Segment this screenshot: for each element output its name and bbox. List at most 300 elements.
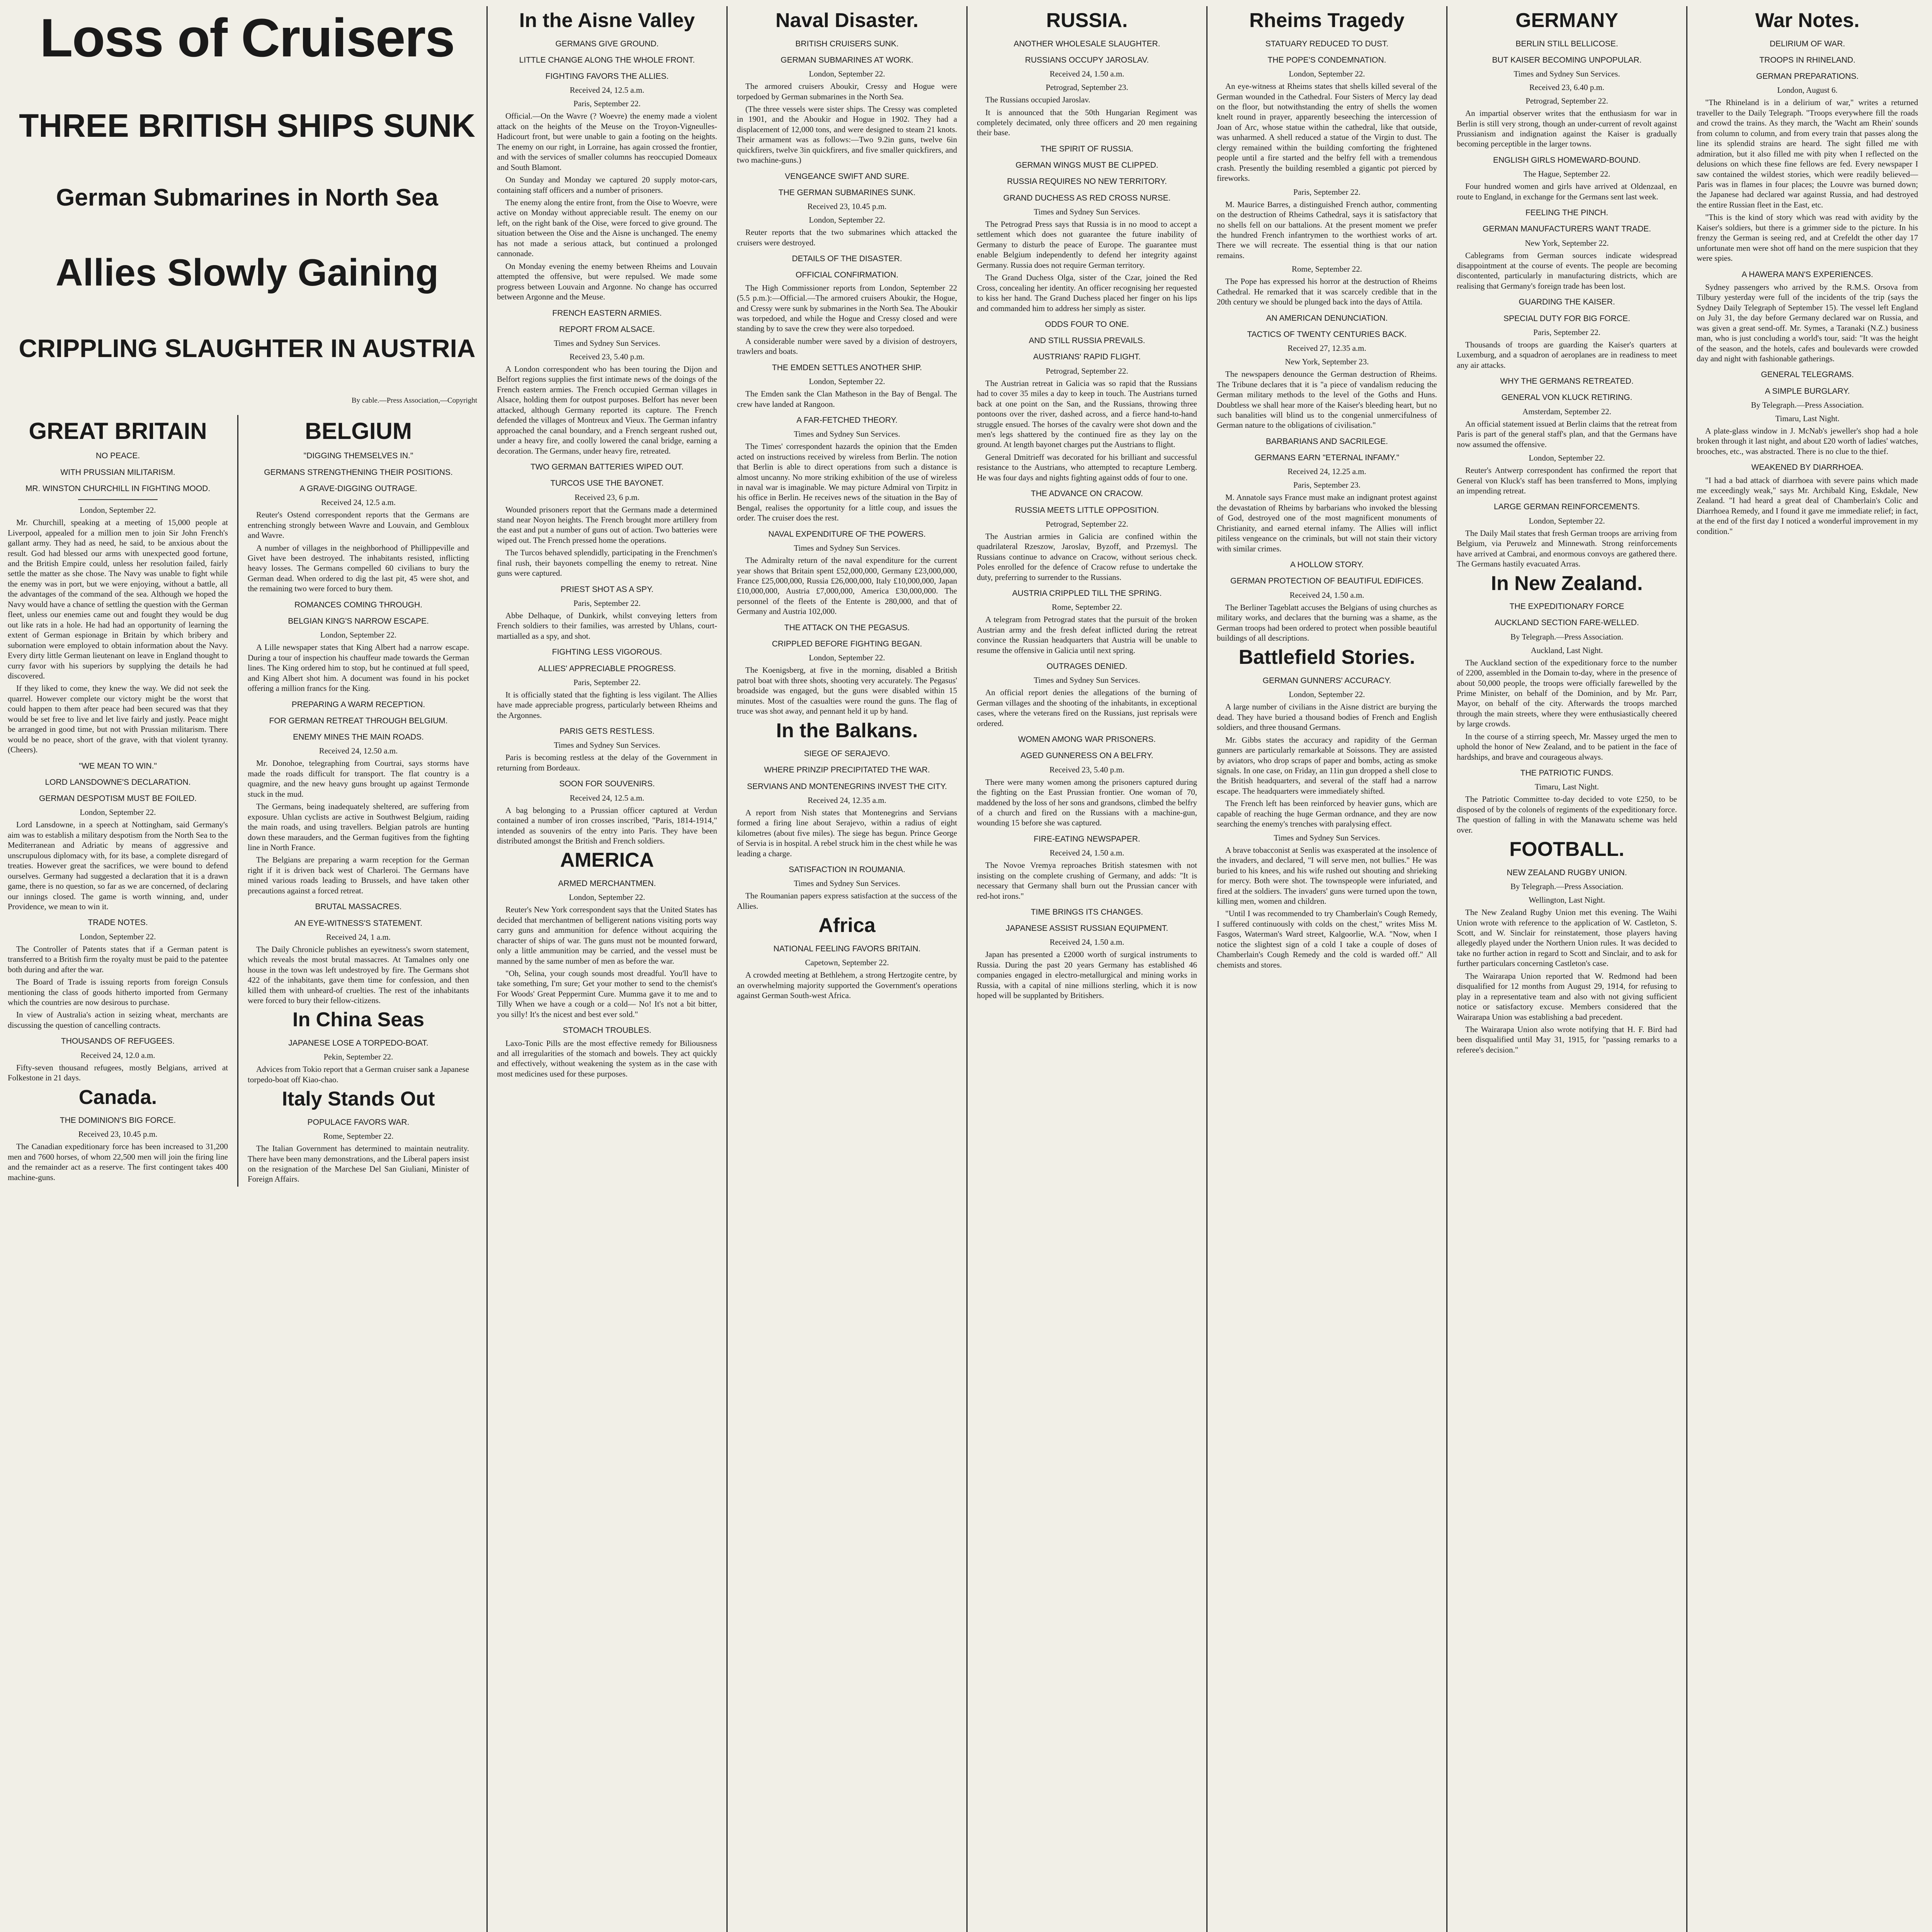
- paragraph: The Canadian expeditionary force has been increased to 31,200 men and 7600 horses, of whom 22,500 men will join the firing line and the remainder act as a reserve. The first contingent takes 400 machine-guns.: [8, 1142, 228, 1182]
- subheading: FRENCH EASTERN ARMIES.: [552, 308, 662, 318]
- paragraph: The Daily Chronicle publishes an eyewitness's sworn statement, which reveals the most brutal massacres. At Tamalnes only one house in the town was left undestroyed by fire. The Germans shot 422 of the inhabitants, gave them time for confession, and then killed them with unheard-of cruelties. The rest of the inhabitants were forced to bury their fellow-citizens.: [248, 944, 469, 1005]
- dateline: Times and Sydney Sun Services.: [794, 429, 900, 439]
- subheading: DELIRIUM OF WAR.: [1769, 39, 1845, 48]
- paragraph: Four hundred women and girls have arrived at Oldenzaal, en route to England, in exchange for the Germans sent last week.: [1457, 182, 1677, 201]
- subheading: SERVIANS AND MONTENEGRINS INVEST THE CITY.: [747, 782, 947, 791]
- subheading: NAVAL EXPENDITURE OF THE POWERS.: [768, 529, 926, 539]
- subheading: WEAKENED BY DIARRHOEA.: [1751, 463, 1864, 472]
- section-heading: In the Balkans.: [776, 719, 918, 742]
- article-body: [977, 777, 1197, 828]
- paragraph: A telegram from Petrograd states that the pursuit of the broken Austrian army and the fresh defeat inflicted during the retreat convince the Russian headquarters that Austria will be unable to resume the offensive in Galicia until next spring.: [977, 615, 1197, 655]
- paragraph: A crowded meeting at Bethlehem, a strong Hertzogite centre, by an overwhelming majority supported the Government's operations against German South-west Africa.: [737, 970, 957, 1000]
- section-heading: RUSSIA.: [1046, 9, 1128, 32]
- headline-submarines: German Submarines in North Sea: [56, 184, 438, 211]
- section-heading: War Notes.: [1755, 9, 1860, 32]
- article-body: [497, 111, 717, 302]
- subheading: FIGHTING FAVORS THE ALLIES.: [545, 72, 669, 81]
- paragraph: Sydney passengers who arrived by the R.M.S. Orsova from Tilbury yesterday were full of the incidents of the trip (says the Sydney Daily Telegraph of September 15). The vessel left England on July 31, the day before Germany declared war on Russia, and was given a great send-off. Mr. Symes, a Taranaki (N.Z.) business man, who is just concluding a world's tour, said: "It was the height of the season, and the hotels, cafes and boulevards were crowded day and night with fashionable gatherings.: [1697, 282, 1918, 364]
- dateline: Received 23, 6.40 p.m.: [1529, 83, 1605, 92]
- subheading: TIME BRINGS ITS CHANGES.: [1031, 907, 1143, 917]
- article-body: [977, 614, 1197, 655]
- paragraph: The Wairarapa Union reported that W. Redmond had been disqualified for 12 months from August 29, 1914, for refusing to play in a representative team and also with not giving sufficient notice or satisfactory excuse. Members considered that the Wairarapa Union was establishing a bad precedent.: [1457, 971, 1677, 1022]
- article-body: [248, 510, 469, 594]
- subheading: THE ATTACK ON THE PEGASUS.: [784, 623, 910, 632]
- subheading: GENERAL TELEGRAMS.: [1761, 370, 1854, 379]
- article-body: [737, 441, 957, 523]
- article-body: [737, 389, 957, 409]
- paragraph: The Emden sank the Clan Matheson in the Bay of Bengal. The crew have landed at Rangoon.: [737, 389, 957, 409]
- subheading: TWO GERMAN BATTERIES WIPED OUT.: [530, 463, 684, 472]
- article-body: [497, 752, 717, 773]
- dateline: The Hague, September 22.: [1523, 169, 1611, 179]
- subheading: WOMEN AMONG WAR PRISONERS.: [1018, 735, 1156, 744]
- dateline: Wellington, Last Night.: [1529, 895, 1605, 905]
- dateline: London, August 6.: [1777, 85, 1838, 95]
- article-body: [248, 642, 469, 693]
- article-body: [977, 860, 1197, 901]
- section-heading: Canada.: [78, 1086, 157, 1109]
- subheading: WHERE PRINZIP PRECIPITATED THE WAR.: [764, 765, 930, 775]
- dateline: London, September 22.: [1529, 453, 1605, 463]
- section-heading: Italy Stands Out: [282, 1088, 435, 1111]
- article-body: [1697, 426, 1918, 456]
- subheading: BRUTAL MASSACRES.: [315, 902, 402, 912]
- paragraph: The High Commissioner reports from London, September 22 (5.5 p.m.):—Official.—The armored cruisers Aboukir, the Hogue, and Cressy were sunk by submarines in the North Sea. The Aboukir was torpedoed, and while the Hogue and Cressy closed and were standing by to save the crew they were also torpedoed.: [737, 283, 957, 333]
- dateline: Paris, September 22.: [1533, 327, 1600, 337]
- dateline: Times and Sydney Sun Services.: [1034, 207, 1140, 216]
- article-body: [1217, 702, 1437, 829]
- subheading: MR. WINSTON CHURCHILL IN FIGHTING MOOD.: [25, 484, 211, 493]
- article-body: [977, 219, 1197, 313]
- dateline: Timaru, Last Night.: [1775, 413, 1840, 423]
- subheading: WHY THE GERMANS RETREATED.: [1500, 377, 1634, 386]
- dateline: Received 24, 12.35 a.m.: [808, 795, 886, 805]
- subheading: FIRE-EATING NEWSPAPER.: [1034, 834, 1140, 844]
- subheading: OFFICIAL CONFIRMATION.: [796, 270, 898, 280]
- article-body: [248, 944, 469, 1006]
- article-body: [1457, 419, 1677, 449]
- subheading: GERMAN SUBMARINES AT WORK.: [781, 55, 913, 65]
- article-body: [737, 81, 957, 165]
- paragraph: Cablegrams from German sources indicate widespread disappointment at the course of events. The people are becoming discontented, particularly in manufacturing districts, which are realising that Germany's foreign trade has been lost.: [1457, 250, 1677, 291]
- dateline: Paris, September 22.: [573, 99, 641, 109]
- subheading: GERMAN DESPOTISM MUST BE FOILED.: [39, 794, 197, 803]
- paragraph: The Board of Trade is issuing reports from foreign Consuls mentioning the class of goods hitherto imported from Germany which the countries are now desirous to purchase.: [8, 977, 228, 1007]
- article-body: [1217, 199, 1437, 261]
- subheading: FOR GERMAN RETREAT THROUGH BELGIUM.: [269, 716, 448, 725]
- paragraph: The Koenigsberg, at five in the morning, disabled a British patrol boat with three shots, shooting very accurately. The Pegasus' broadside was engaged, but the guns were disabled within 15 minutes. Most of the casualties were round the guns. The flag of truce was shot away, and pennant held it up by hand.: [737, 665, 957, 716]
- dateline: Times and Sydney Sun Services.: [554, 740, 660, 750]
- dateline: Times and Sydney Sun Services.: [554, 338, 660, 348]
- dateline: Timaru, Last Night.: [1534, 782, 1599, 792]
- subheading: ALLIES' APPRECIABLE PROGRESS.: [538, 664, 676, 673]
- paragraph: On Sunday and Monday we captured 20 supply motor-cars, containing staff officers and a number of prisoners.: [497, 175, 717, 195]
- dateline: Petrograd, September 22.: [1046, 519, 1128, 529]
- subheading: TRADE NOTES.: [88, 918, 148, 927]
- paragraph: Japan has presented a £2000 worth of surgical instruments to Russia. During the past 20 years Germany has established 46 companies engaged in electro-metallurgical and mining works in Russia, with a capital of nine millions sterling, which it is now hoped will be supplanted by Britishers.: [977, 950, 1197, 1000]
- paragraph: The newspapers denounce the German destruction of Rheims. The Tribune declares that it is "a piece of vandalism reducing the German military methods to the level of the Goths and Huns. Doubtless we shall hear more of the Kaiser's bleeding heart, but no such banalities will blind us to the congenial unmercifulness of German nature to the obligations of civilisation.": [1217, 369, 1437, 430]
- dateline: Paris, September 22.: [1293, 187, 1361, 197]
- article-body: [497, 611, 717, 641]
- subheading: NEW ZEALAND RUGBY UNION.: [1507, 868, 1627, 877]
- subheading: BRITISH CRUISERS SUNK.: [795, 39, 899, 48]
- paragraph: The Pope has expressed his horror at the destruction of Rheims Cathedral. He remarked that it was scarcely credible that in the 20th century we should be plunged back into the days of Attila.: [1217, 277, 1437, 307]
- section-heading: AMERICA: [560, 849, 654, 872]
- dateline: Capetown, September 22.: [805, 958, 889, 968]
- subheading: TROOPS IN RHINELAND.: [1759, 55, 1855, 65]
- article-body: [1217, 492, 1437, 554]
- paragraph: Reuter reports that the two submarines which attacked the cruisers were destroyed.: [737, 228, 957, 247]
- paragraph: Mr. Donohoe, telegraphing from Courtrai, says storms have made the roads difficult for transport. The flat country is a quagmire, and the new heavy guns brought up against Termonde stuck in the mud.: [248, 759, 469, 799]
- dateline: London, September 22.: [80, 932, 156, 941]
- subheading: BERLIN STILL BELLICOSE.: [1515, 39, 1618, 48]
- paragraph: The Germans, being inadequately sheltered, are suffering from exposure. Uhlan cyclists are active in Southwest Belgium, raiding the main roads, and using travellers. Belgian patrols are hunting down these marauders, and the German fugitives from the fighting line in North France.: [248, 802, 469, 852]
- dateline: Paris, September 22.: [573, 677, 641, 687]
- article-body: [737, 970, 957, 1000]
- article-body: [1217, 369, 1437, 430]
- dateline: Received 24, 12.5 a.m.: [570, 85, 645, 95]
- article-body: [1457, 250, 1677, 291]
- dateline: Petrograd, September 23.: [1046, 83, 1128, 92]
- paragraph: (The three vessels were sister ships. The Cressy was completed in 1901, and the Aboukir and Hogue in 1902. They had a displacement of 12,000 tons, and were designed to steam 21 knots. Their armament was as follows:—Two 9.2in guns, twelve 6in quickfirers, twelve 3in quickfirers, and five smaller quickfirers, and two machine-guns.): [737, 104, 957, 165]
- divider: [78, 499, 157, 500]
- subheading: GERMAN PROTECTION OF BEAUTIFUL EDIFICES.: [1230, 577, 1423, 586]
- dateline: Times and Sydney Sun Services.: [1034, 675, 1140, 685]
- dateline: London, September 22.: [80, 505, 156, 515]
- dateline: London, September 22.: [809, 377, 885, 386]
- paragraph: "The Rhineland is in a delirium of war," writes a returned traveller to the Daily Telegraph. "Troops everywhere fill the roads and crowd the trains. As they march, the 'Wacht am Rhein' sounds from column to column, and from every train that passes along the line its splendid strains are heard. The sight filled me with admiration, but it also filled me with pity when I reflected on the delusions on which these fine fellows are fed. Every newspaper I saw contained the wildest stories, which were readily believed—Paris was in flames in four places; the Louvre was burned down; the Japanese had declared war against Russia, and had destroyed the entire Russian fleet in the East, etc.: [1697, 98, 1918, 209]
- paragraph: Official.—On the Wavre (? Woevre) the enemy made a violent attack on the heights of the Meuse on the Troyon-Vigneulles-Hadicourt front, but were unable to gain a footing on the heights. The enemy on our right, in Lorraine, has again crossed the frontier, and with the services of smaller columns has reoccupied Domeaux and South Blamont.: [497, 111, 717, 172]
- paragraph: Fifty-seven thousand refugees, mostly Belgians, arrived at Folkestone in 21 days.: [8, 1063, 228, 1083]
- subheading: SATISFACTION IN ROUMANIA.: [789, 865, 905, 874]
- subheading: THE GERMAN SUBMARINES SUNK.: [778, 188, 916, 197]
- article-body: [8, 517, 228, 755]
- column-war-notes: [1687, 6, 1927, 1932]
- subheading: THE DOMINION'S BIG FORCE.: [60, 1116, 176, 1125]
- byline: By cable.—Press Association,—Copyright: [351, 396, 477, 405]
- advertisement-text: Laxo-Tonic Pills are the most effective remedy for Biliousness and all irregularities of the stomach and bowels. They act quickly and effectively, without weakening the system as in the case with most medicines used for these purposes.: [497, 1038, 717, 1078]
- headline-austria: CRIPPLING SLAUGHTER IN AUSTRIA: [19, 334, 476, 363]
- subheading: AUSTRIA CRIPPLED TILL THE SPRING.: [1012, 589, 1162, 598]
- paragraph: An impartial observer writes that the enthusiasm for war in Berlin is still very strong, though an under-current of revolt against Prussianism and indignation against the Kaiser is gradually becoming perceptible in the larger towns.: [1457, 109, 1677, 149]
- dateline: By Telegraph.—Press Association.: [1751, 400, 1864, 410]
- dateline: Rome, September 22.: [1292, 264, 1362, 274]
- article-body: [737, 227, 957, 248]
- subheading: THE SPIRIT OF RUSSIA.: [1041, 144, 1133, 153]
- paragraph: An eye-witness at Rheims states that shells killed several of the German wounded in the Cathedral. Four Sisters of Mercy lay dead on the floor, but notwithstanding the entry of shells the women knelt round in prayer, apparently beseeching the intercession of Joan of Arc, whose statue within the cathedral, like that outside, was unharmed. A shell reduced a statue of the Virgin to dust. The clergy remained within the building comforting the frightened people until a fire started and the belfry fell with a tremendous crash. Presently the building resembled a gigantic pot pierced by fireworks.: [1217, 82, 1437, 183]
- subheading: REPORT FROM ALSACE.: [559, 325, 655, 334]
- paragraph: The Grand Duchess Olga, sister of the Czar, joined the Red Cross, concealing her identity. An officer recognising her requested to kiss her hand. The Grand Duchess placed her finger on his lips and commanded him to address her simply as sister.: [977, 273, 1197, 313]
- subheading: TURCOS USE THE BAYONET.: [550, 479, 664, 488]
- subheading: GERMANS GIVE GROUND.: [555, 39, 659, 48]
- column-russia: [968, 6, 1208, 1932]
- subheading: GERMAN MANUFACTURERS WANT TRADE.: [1483, 224, 1651, 234]
- article-body: [1457, 528, 1677, 569]
- advertisement-text: "I had a bad attack of diarrhoea with severe pains which made me exceedingly weak," says Mr. Archibald King, Eskdale, New Zealand. "I had heard a great deal of Chamberlain's Colic and Diarrhoea Remedy, and I found it gave me immediate relief; in fact, at the end of the first day I noticed a wonderful improvement in my condition.": [1697, 475, 1918, 536]
- subheading: GERMANS STRENGTHENING THEIR POSITIONS.: [264, 468, 453, 477]
- subheading: OUTRAGES DENIED.: [1046, 662, 1128, 671]
- dateline: Received 24, 12.50 a.m.: [319, 746, 398, 756]
- headline-ships-sunk: THREE BRITISH SHIPS SUNK: [19, 107, 475, 144]
- paragraph: The Berliner Tageblatt accuses the Belgians of using churches as military works, and declares that the burning was a shame, as the German troops had been ordered to protect when possible beautiful buildings of all descriptions.: [1217, 602, 1437, 643]
- subheading: PRIEST SHOT AS A SPY.: [560, 585, 654, 594]
- paragraph: The French left has been reinforced by heavier guns, which are capable of reaching the huge German ordnance, and they are now searching the enemy's trenches with paralysing effect.: [1217, 799, 1437, 829]
- subheading: A GRAVE-DIGGING OUTRAGE.: [299, 484, 417, 493]
- dateline: Received 23, 5.40 p.m.: [569, 352, 645, 361]
- section-heading: BELGIUM: [305, 418, 412, 444]
- subheading: LARGE GERMAN REINFORCEMENTS.: [1493, 502, 1640, 512]
- column-rheims: [1208, 6, 1447, 1932]
- subheading: SIEGE OF SERAJEVO.: [804, 749, 890, 759]
- subheading: AND STILL RUSSIA PREVAILS.: [1029, 336, 1145, 345]
- paragraph: A Lille newspaper states that King Albert had a narrow escape. During a tour of inspection his chauffeur made towards the German lines. The King ordered him to stop, but he continued at full speed, and King Albert shot him. A document was found in his pocket offering a million francs for the King.: [248, 643, 469, 693]
- subheading: THOUSANDS OF REFUGEES.: [61, 1037, 175, 1046]
- dateline: Times and Sydney Sun Services.: [1274, 833, 1380, 842]
- paragraph: The Austrian armies in Galicia are confined within the quadrilateral Rzeszow, Jaroslav, Byzoff, and Przemysl. The Russians continue to advance on Cracow, without serious check. Poles enrolled for the defence of Cracow refuse to undertake the duty, preferring to surrender to the Russians.: [977, 531, 1197, 582]
- article-body: [977, 949, 1197, 1000]
- dateline: Petrograd, September 22.: [1046, 366, 1128, 376]
- section-heading: Africa: [818, 914, 876, 937]
- paragraph: On Monday evening the enemy between Rheims and Louvain attempted the offensive, but were repulsed. We made some progress between Louvain and Argonne. No change has occurred between Argonne and the Meuse.: [497, 261, 717, 302]
- paragraph: Lord Lansdowne, in a speech at Nottingham, said Germany's aim was to establish a military despotism from the North Sea to the Mediterranean and Adriatic by means of aggressive and unscrupulous diplomacy with, for its base, a complete disregard of treaties. However great the sacrifices, we were bound to defend ourselves. Germany had suggested a declaration that it is a drawn game, there is no question, so far as we are concerned, of declaring our innings closed. The game is worth winning, and, under Providence, we mean to win it.: [8, 820, 228, 912]
- paragraph: The Admiralty return of the naval expenditure for the current year shows that Britain spent £52,000,000, Germany £23,000,000, France £25,000,000, Russia £26,000,000, Italy £10,000,000, Japan £10,000,000, Austria £7,000,000, America £30,000,000. The personnel of the fleets of the Entente is 280,000, and that of Germany and Austria 102,000.: [737, 556, 957, 616]
- paragraph: If they liked to come, they knew the way. We did not seek the quarrel. However complete our victory might be the worst that could happen to them after peace had been secured was that they would be set free to live and let live fairly and justly. Peace might be arranged in good time, but not with Prussian militarism. There would be no peace, short of the grave, with that violent tyranny. (Cheers).: [8, 684, 228, 755]
- subheading: NATIONAL FEELING FAVORS BRITAIN.: [773, 944, 921, 953]
- article-body: [497, 690, 717, 720]
- article-body: [497, 1038, 717, 1079]
- paragraph: A report from Nish states that Montenegrins and Servians formed a firing line about Serajevo, within a radius of eight kilometres (about five miles). The siege has begun. Prince George of Servia is in hospital. A rebel struck him in the chest while he was leading a charge.: [737, 808, 957, 858]
- dateline: Received 24, 1.50 a.m.: [1049, 69, 1124, 79]
- article-body: [1697, 475, 1918, 537]
- paragraph: The Roumanian papers express satisfaction at the success of the Allies.: [737, 891, 957, 911]
- article-body: [977, 687, 1197, 728]
- dateline: London, September 22.: [809, 653, 885, 663]
- subheading: A FAR-FETCHED THEORY.: [796, 415, 898, 425]
- article-body: [497, 805, 717, 846]
- section-heading: FOOTBALL.: [1509, 838, 1624, 861]
- article-body: [8, 820, 228, 912]
- paragraph: A number of villages in the neighborhood of Phillippeville and Givet have been destroyed. The inhabitants resisted, inflicting heavy losses. The Germans compelled 60 civilians to bury the German dead. When ordered to dig the last pit, 45 were shot, and the remaining two were forced to bury them.: [248, 543, 469, 594]
- dateline: Received 23, 10.45 p.m.: [78, 1129, 158, 1139]
- dateline: Received 24, 12.5 a.m.: [570, 793, 645, 803]
- subheading: TACTICS OF TWENTY CENTURIES BACK.: [1247, 330, 1407, 339]
- article-body: [977, 95, 1197, 138]
- paragraph: The Belgians are preparing a warm reception for the German right if it is driven back west of Charleroi. The Germans have mined various roads leading to Brussels, and have taken other precautions against a forced retreat.: [248, 855, 469, 895]
- paragraph: An official report denies the allegations of the burning of German villages and the shooting of the inhabitants, in exceptional cases, where the veterans fired on the Russians, just reprisals were ordered.: [977, 688, 1197, 728]
- paragraph: The Controller of Patents states that if a German patent is transferred to a British firm the royalty must be paid to the patentee both during and after the war.: [8, 944, 228, 974]
- dateline: Paris, September 23.: [1293, 480, 1361, 490]
- subheading: AN AMERICAN DENUNCIATION.: [1266, 313, 1388, 323]
- dateline: London, September 22.: [809, 69, 885, 79]
- article-body: [497, 905, 717, 1019]
- paragraph: It is announced that the 50th Hungarian Regiment was completely decimated, only three officers and 20 men regaining their base.: [977, 107, 1197, 138]
- section-heading: In China Seas: [293, 1009, 424, 1031]
- subheading: SOON FOR SOUVENIRS.: [559, 779, 655, 789]
- subheading: WITH PRUSSIAN MILITARISM.: [60, 468, 175, 477]
- section-heading: Rheims Tragedy: [1249, 9, 1405, 32]
- paragraph: Mr. Churchill, speaking at a meeting of 15,000 people at Liverpool, appealed for a million men to join Sir John French's gallant army. They had as need, he said, to be anxious about the result. God had blessed our arms with unexpected good fortune, and the British Empire could, unless her resolution failed, fairly settle the matter as she chose. The Navy was unable to fight while the enemy was in port, but we were enjoying, without a battle, all the advantages of the command of the sea. Although we hoped the Navy would have a chance of settling the question with the German fleet, unless our enemies came out and fought they would be dug out like rats in a hole. He had had an opportunity of learning the extent of German espionage in Britain by which bribery and subornation were employed to obtain information about the Navy. Every dirty little German lieutenant on leave in England thought to curry favor with his superiors by supplying the details he had discovered.: [8, 518, 228, 681]
- paragraph: The Russians occupied Jaroslav.: [985, 95, 1090, 105]
- paragraph: Thousands of troops are guarding the Kaiser's quarters at Luxemburg, and a squadron of aeroplanes are in readiness to meet any air attacks.: [1457, 340, 1677, 370]
- subheading: THE EMDEN SETTLES ANOTHER SHIP.: [772, 363, 922, 372]
- paragraph: The Patriotic Committee to-day decided to vote £250, to be disposed of by the colonels of regiments of the expeditionary force. The question of falling in with the Manawatu scheme was held over.: [1457, 794, 1677, 835]
- subheading: AUCKLAND SECTION FARE-WELLED.: [1495, 618, 1639, 628]
- paragraph: A large number of civilians in the Aisne district are burying the dead. They have buried a thousand bodies of French and English soldiers, and three thousand Germans.: [1217, 702, 1437, 732]
- subheading: DETAILS OF THE DISASTER.: [792, 254, 902, 264]
- subheading: ANOTHER WHOLESALE SLAUGHTER.: [1014, 39, 1160, 48]
- dateline: London, September 22.: [1529, 516, 1605, 526]
- column-great-britain: [8, 415, 238, 1186]
- section-heading: GREAT BRITAIN: [29, 418, 207, 444]
- subheading: RUSSIA REQUIRES NO NEW TERRITORY.: [1007, 177, 1167, 186]
- paragraph: The New Zealand Rugby Union met this evening. The Waihi Union wrote with reference to the application of W. Castleton, S. Scott, and W. Sinclair for reinstatement, those players having allegedly played under the Northern Union rules. It was decided to take no further action in regard to Scott and Sinclair, and to ask for further particulars concerning Castleton's case.: [1457, 908, 1677, 968]
- paragraph: In the course of a stirring speech, Mr. Massey urged the men to uphold the honor of New Zealand, and to be patient in the face of hardships, and brave and courageous always.: [1457, 731, 1677, 762]
- dateline: New York, September 22.: [1525, 238, 1609, 248]
- subheading: PREPARING A WARM RECEPTION.: [291, 700, 425, 709]
- article-body: [1217, 602, 1437, 643]
- article-body: [1457, 907, 1677, 1055]
- headline-allies: Allies Slowly Gaining: [55, 251, 439, 294]
- paragraph: A brave tobacconist at Senlis was exasperated at the insolence of the invaders, and declared, "I will serve men, not bullies." He was buried to his knees, and his wife rushed out shouting and shrieking for mercy. Both were shot. The townspeople were infuriated, and fired at the soldiers. The invaders' guns were turned upon the town, killing men, women and children.: [1217, 845, 1437, 906]
- dateline: Received 24, 12.5 a.m.: [321, 498, 396, 507]
- section-heading: Naval Disaster.: [775, 9, 919, 32]
- paragraph: Reuter's New York correspondent says that the United States has decided that merchantmen of belligerent nations visiting ports way carry guns and ammunition for defence without acquiring the character of ships of war. The guns must not be mounted forward, only a little ammunition may be carried, and the vessel must be manned by the same number of men as before the war.: [497, 905, 717, 966]
- subheading: FIGHTING LESS VIGOROUS.: [552, 648, 662, 657]
- paragraph: General Dmitrieff was decorated for his brilliant and successful resistance to the Austrians, who attempted to recapture Lemberg. He was four days and nights fighting against odds of four to one.: [977, 452, 1197, 482]
- subheading: AN EYE-WITNESS'S STATEMENT.: [294, 918, 423, 928]
- subheading: GERMANS EARN "ETERNAL INFAMY.": [1254, 453, 1400, 463]
- paragraph: The armored cruisers Aboukir, Cressy and Hogue were torpedoed by German submarines in the North Sea.: [737, 82, 957, 101]
- dateline: Rome, September 22.: [1052, 602, 1122, 612]
- dateline: Received 24, 1.50 a.m.: [1289, 590, 1364, 600]
- dateline: London, September 22.: [569, 893, 645, 902]
- dateline: Received 24, 12.25 a.m.: [1287, 467, 1366, 476]
- dateline: By Telegraph.—Press Association.: [1510, 882, 1624, 891]
- subheading: JAPANESE ASSIST RUSSIAN EQUIPMENT.: [1005, 924, 1168, 933]
- advertisement-text: "Until I was recommended to try Chamberlain's Cough Remedy, I suffered continuously with colds on the chest," writes Miss M. Fasgos, Waterman's Ward street, Kalgoorlie, W.A. "Now, when I notice the slightest sign of a cold I take a couple of doses of Chamberlain's Cough Remedy and the cold is warded off." All chemists and stores.: [1217, 909, 1437, 969]
- dateline: By Telegraph.—Press Association.: [1510, 632, 1624, 641]
- dateline: Received 24, 1.50 a.m.: [1049, 848, 1124, 858]
- paragraph: The Auckland section of the expeditionary force to the number of 2200, assembled in the Domain to-day, where in the presence of about 50,000 people, the troops were officially farewelled by the Prime Minister, on behalf of the Dominion, and by Mr. Parr, Mayor, on behalf of the city. Afterwards the troops marched through the main streets, where they were enthusiastically cheered by large crowds.: [1457, 658, 1677, 729]
- subheading: A HAWERA MAN'S EXPERIENCES.: [1742, 270, 1873, 279]
- dateline: London, September 22.: [80, 808, 156, 817]
- paragraph: M. Annatole says France must make an indignant protest against the devastation of Rheims by barbarians who invoked the blessing of God, destroyed one of the most magnificent monuments of Christianity, and earned eternal infamy. The Allies will inflict pitiless vengeance on the criminals, but will not stain their victory with similar crimes.: [1217, 493, 1437, 553]
- paragraph: Paris is becoming restless at the delay of the Government in returning from Bordeaux.: [497, 753, 717, 772]
- subheading: THE ADVANCE ON CRACOW.: [1031, 489, 1143, 498]
- dateline: Paris, September 22.: [573, 599, 641, 608]
- article-body: [1457, 658, 1677, 762]
- subheading: LITTLE CHANGE ALONG THE WHOLE FRONT.: [519, 55, 695, 65]
- front-section: [8, 6, 488, 1932]
- dateline: Received 23, 10.45 p.m.: [807, 202, 887, 211]
- paragraph: In view of Australia's action in seizing wheat, merchants are discussing the question of cancelling contracts.: [8, 1010, 228, 1030]
- paragraph: Reuter's Antwerp correspondent has confirmed the report that General von Kluck's staff has been transferred to Mons, implying an impending retreat.: [1457, 466, 1677, 495]
- subheading: VENGEANCE SWIFT AND SURE.: [785, 172, 909, 181]
- dateline: London, September 22.: [1289, 690, 1365, 699]
- subheading: THE POPE'S CONDEMNATION.: [1267, 55, 1386, 65]
- subheading: ENGLISH GIRLS HOMEWARD-BOUND.: [1493, 155, 1641, 165]
- subheading: THE PATRIOTIC FUNDS.: [1520, 769, 1614, 778]
- article-body: [1457, 181, 1677, 202]
- paragraph: A considerable number were saved by a division of destroyers, trawlers and boats.: [737, 336, 957, 356]
- section-heading: Battlefield Stories.: [1238, 646, 1415, 669]
- subheading: BELGIAN KING'S NARROW ESCAPE.: [288, 617, 429, 626]
- paragraph: A London correspondent who has been touring the Dijon and Belfort regions supplies the first intimate news of the doings of the French eastern armies. The French occupied German villages in Alsace, holding them for outpost purposes. Belfort has never been attacked, although Germany reported its capture. The French defended the villages of Montreux and Vieux. The German infantry approached the canal boundary, and a French sergeant rushed out, under a heavy fire, and coolly lowered the canal bridge, earning a decoration. The Germans, under heavy fire, retreated.: [497, 364, 717, 456]
- paragraph: The Times' correspondent hazards the opinion that the Emden acted on instructions received by wireless from Berlin. The notion that Berlin is able to direct operations from such a distance is almost uncanny. No more striking exhibition of the use of wireless in naval war is imaginable. We may picture Admiral von Tirpitz in his office in Berlin. He receives news of the situation in the Bay of Bengal, realises the opportunity for a little coup, and issues the order. The cruiser does the rest.: [737, 442, 957, 523]
- dateline: Rome, September 22.: [323, 1131, 394, 1141]
- article-body: [1217, 845, 1437, 970]
- section-heading: GERMANY: [1515, 9, 1618, 32]
- paragraph: There were many women among the prisoners captured during the fighting on the East Prussian frontier. One woman of 70, maddened by the loss of her sons and grandsons, climbed the belfry of a church and fired on the Russians with a machine-gun, wounding 15 before she was captured.: [977, 777, 1197, 828]
- paragraph: Advices from Tokio report that a German cruiser sank a Japanese torpedo-boat off Kiao-chao.: [248, 1065, 469, 1084]
- dateline: Received 23, 6 p.m.: [575, 492, 639, 502]
- section-heading: In the Aisne Valley: [519, 9, 695, 32]
- dateline: Received 23, 5.40 p.m.: [1049, 765, 1125, 774]
- subheading: GERMAN PREPARATIONS.: [1756, 72, 1859, 81]
- paragraph: The Petrograd Press says that Russia is in no mood to accept a settlement which does not guarantee the future inability of Germany to disturb the peace of Europe. The guarantee must enable Belgium independently to defend her integrity against Germany. Russia does not require German territory.: [977, 219, 1197, 270]
- dateline: Received 24, 1.50 a.m.: [1049, 937, 1124, 947]
- dateline: Received 24, 12.0 a.m.: [80, 1050, 155, 1060]
- column-naval: [728, 6, 968, 1932]
- dateline: Petrograd, September 22.: [1526, 96, 1608, 106]
- column-germany: [1447, 6, 1687, 1932]
- article-body: [977, 378, 1197, 483]
- paragraph: Reuter's Ostend correspondent reports that the Germans are entrenching strongly between Wavre and Louvain, and Gembloux and Wavre.: [248, 510, 469, 540]
- paragraph: Mr. Gibbs states the accuracy and rapidity of the German gunners are particularly remarkable at Soissons. They are assisted by aviators, who drop scraps of paper and bombs, acting as smoke signals. In one case, on Friday, an 11in gun dropped a shell close to the British headquarters, and several of the staff had a narrow escape. The headquarters were immediately shifted.: [1217, 735, 1437, 796]
- subheading: BARBARIANS AND SACRILEGE.: [1265, 437, 1388, 446]
- article-body: [737, 891, 957, 911]
- article-body: [8, 1063, 228, 1083]
- subheading: STOMACH TROUBLES.: [563, 1026, 651, 1035]
- paragraph: A plate-glass window in J. McNab's jeweller's shop had a hole broken through it last night, and about £20 worth of ladies' watches, brooches, etc., was abstracted. There is no clue to the thief.: [1697, 426, 1918, 456]
- main-headline: Loss of Cruisers: [40, 7, 454, 68]
- subheading: ODDS FOUR TO ONE.: [1045, 320, 1129, 329]
- subheading: AGED GUNNERESS ON A BELFRY.: [1020, 751, 1153, 760]
- dateline: Amsterdam, September 22.: [1522, 406, 1611, 416]
- article-body: [248, 758, 469, 896]
- article-body: [1217, 276, 1437, 307]
- paragraph: The Daily Mail states that fresh German troops are arriving from Belgium, via Peruwelz and Minnewath. Strong reinforcements have arrived at Cambrai, and enormous convoys are gathered there. The Germans hastily evacuated Arras.: [1457, 528, 1677, 569]
- subheading: ARMED MERCHANTMEN.: [558, 879, 656, 888]
- paragraph: M. Maurice Barres, a distinguished French author, commenting on the destruction of Rheims Cathedral, says it is satisfactory that no shells fell on our battalions. At the present moment we prefer the hundred French infantrymen to the worthiest works of art. There we will recreate. The essential thing is that our nation remains.: [1217, 199, 1437, 260]
- article-body: [248, 1143, 469, 1184]
- subheading: GERMAN GUNNERS' ACCURACY.: [1262, 676, 1391, 685]
- paragraph: The enemy along the entire front, from the Oise to Woevre, were active on Monday without appreciable result. The enemy on our left, on the right bank of the Oise, were forced to give ground. The situation between the Oise and the Aisne is unchanged. The enemy has not made a serious attack, but continued a prolonged cannonade.: [497, 197, 717, 259]
- subheading: RUSSIANS OCCUPY JAROSLAV.: [1025, 55, 1149, 65]
- subheading: AUSTRIANS' RAPID FLIGHT.: [1033, 352, 1141, 362]
- dateline: Received 27, 12.35 a.m.: [1287, 344, 1366, 353]
- dateline: Auckland, Last Night.: [1531, 645, 1603, 655]
- subheading: CRIPPLED BEFORE FIGHTING BEGAN.: [772, 639, 922, 649]
- dateline: London, September 22.: [1289, 69, 1365, 79]
- paragraph: The Italian Government has determined to maintain neutrality. There have been many demonstrations, and the Liberal papers insist on the resignation of the Marchese Del San Giuliani, Minister of Foreign Affairs.: [248, 1144, 469, 1184]
- paragraph: Wounded prisoners report that the Germans made a determined stand near Noyon heights. The French brought more artillery from the east and put a number of guns out of action. Two batteries were wiped out. The French pressed home the operations.: [497, 505, 717, 545]
- article-body: [737, 283, 957, 357]
- section-heading: In New Zealand.: [1491, 572, 1643, 595]
- subheading: FEELING THE PINCH.: [1525, 208, 1609, 218]
- subheading: A SIMPLE BURGLARY.: [1765, 386, 1850, 396]
- subheading: GERMAN WINGS MUST BE CLIPPED.: [1015, 161, 1158, 170]
- article-body: [1217, 81, 1437, 184]
- subheading: LORD LANSDOWNE'S DECLARATION.: [45, 777, 191, 787]
- article-body: [8, 944, 228, 1031]
- subheading: GRAND DUCHESS AS RED CROSS NURSE.: [1003, 193, 1171, 202]
- subheading: RUSSIA MEETS LITTLE OPPOSITION.: [1015, 505, 1159, 515]
- paragraph: An official statement issued at Berlin claims that the retreat from Paris is part of the general staff's plan, and that the Germans have now assumed the offensive.: [1457, 419, 1677, 449]
- paragraph: "This is the kind of story which was read with avidity by the Kaiser's soldiers, but there is a grimmer side to the picture. In his frenzy the German is seeing red, and at Crefeldt the other day 17 unfortunate men were shot off hand on the mere suspicion that they were spies.: [1697, 213, 1918, 263]
- subheading: PARIS GETS RESTLESS.: [560, 727, 655, 736]
- dateline: New York, September 23.: [1285, 357, 1369, 367]
